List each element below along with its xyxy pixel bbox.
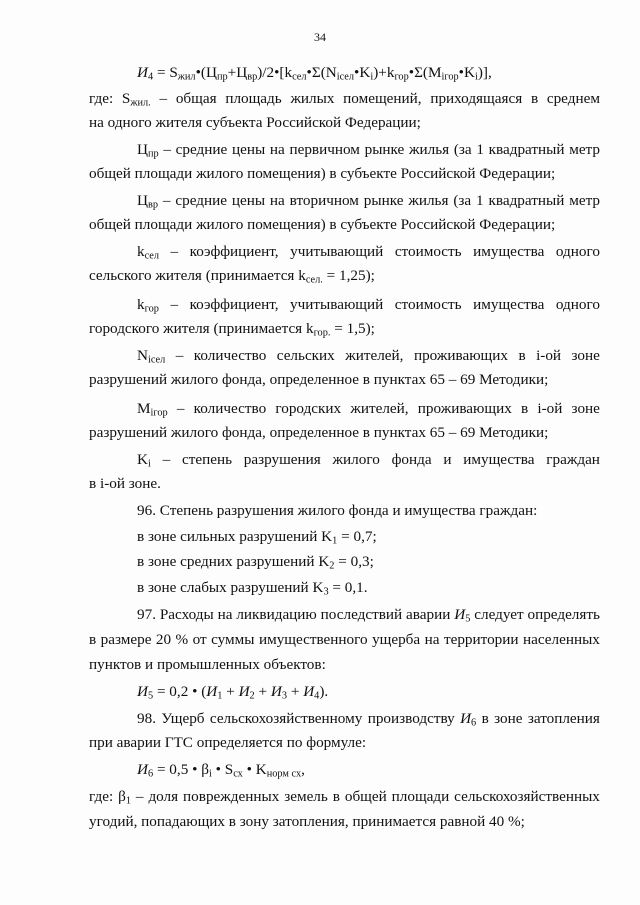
- formula-i4: $И_4$ = $S_{жил}•(Ц_{пр}+Ц_{вр})/2•[k_{сел}•\Sigma(N_{iсел}•K_i)+k_{гор}•\Sigma(M_{iгор}•K_i)]$,: [137, 64, 492, 83]
- paragraph-98-line2: при аварии ГТС определяется по формуле:: [89, 734, 367, 751]
- def-kgor-line1: $k_{гор}$ – коэффициент, учитывающий стоимость имущества одного: [137, 296, 600, 315]
- formula-i5: $И_5 = 0,2$ • $(И_1 + И_2 + И_3 + И_4)$.: [137, 683, 329, 702]
- formula-i6: $И_6 = 0,5$ • $\beta_i$ • $S_{сх}$ • $K_{норм сх}$,: [137, 761, 305, 780]
- def-nisel-line2: разрушений жилого фонда, определенное в пунктах 65 – 69 Методики;: [89, 371, 549, 388]
- paragraph-98-line1: 98. Ущерб сельскохозяйственному производству $И_6$ в зоне затопления: [137, 710, 600, 729]
- zone-medium: в зоне средних разрушений $K_2 = 0,3$;: [137, 553, 374, 572]
- def-ksel-line1: $k_{сел}$ – коэффициент, учитывающий стоимость имущества одного: [137, 243, 600, 262]
- def-beta-line2: угодий, попадающих в зону затопления, принимается равной 40 %;: [89, 813, 525, 830]
- page-number: 34: [314, 30, 326, 44]
- def-s-line2: на одного жителя субъекта Российской Федерации;: [89, 114, 421, 131]
- def-tspr-line1: $Ц_{пр}$ – средние цены на первичном рынке жилья (за 1 квадратный метр: [137, 141, 600, 160]
- paragraph-97-line1: 97. Расходы на ликвидацию последствий аварии $И_5$ следует определять: [137, 606, 600, 625]
- def-nisel-line1: $N_{iсел}$ – количество сельских жителей, проживающих в i-ой зоне: [137, 347, 600, 366]
- def-tsvr-line2: общей площади жилого помещения) в субъекте Российской Федерации;: [89, 216, 556, 233]
- def-beta-line1: где: $\beta_1$ – доля поврежденных земель в общей площади сельскохозяйственных: [89, 788, 600, 807]
- def-migor-line1: $M_{iгор}$ – количество городских жителей, проживающих в i-ой зоне: [137, 400, 600, 419]
- def-s-line1: где: $S_{жил.}$ – общая площадь жилых помещений, приходящаяся в среднем: [89, 90, 600, 109]
- zone-weak: в зоне слабых разрушений $K_3 = 0,1$.: [137, 579, 368, 598]
- paragraph-96: 96. Степень разрушения жилого фонда и имущества граждан:: [137, 502, 538, 519]
- def-ki-line1: $K_i$ – степень разрушения жилого фонда и имущества граждан: [137, 451, 600, 470]
- paragraph-97-line3: пунктов и промышленных объектов:: [89, 656, 326, 673]
- def-ki-line2: в i-ой зоне.: [89, 475, 161, 492]
- paragraph-97-line2: в размере 20 % от суммы имущественного ущерба на территории населенных: [89, 631, 600, 648]
- zone-strong: в зоне сильных разрушений $K_1 = 0,7$;: [137, 528, 377, 547]
- def-ksel-line2: сельского жителя (принимается $k_{сел.} = 1,25$);: [89, 267, 375, 286]
- def-tsvr-line1: $Ц_{вр}$ – средние цены на вторичном рынке жилья (за 1 квадратный метр: [137, 192, 600, 211]
- def-migor-line2: разрушений жилого фонда, определенное в пунктах 65 – 69 Методики;: [89, 424, 549, 441]
- def-kgor-line2: городского жителя (принимается $k_{гор.} = 1,5$);: [89, 320, 375, 339]
- def-tspr-line2: общей площади жилого помещения) в субъекте Российской Федерации;: [89, 165, 556, 182]
